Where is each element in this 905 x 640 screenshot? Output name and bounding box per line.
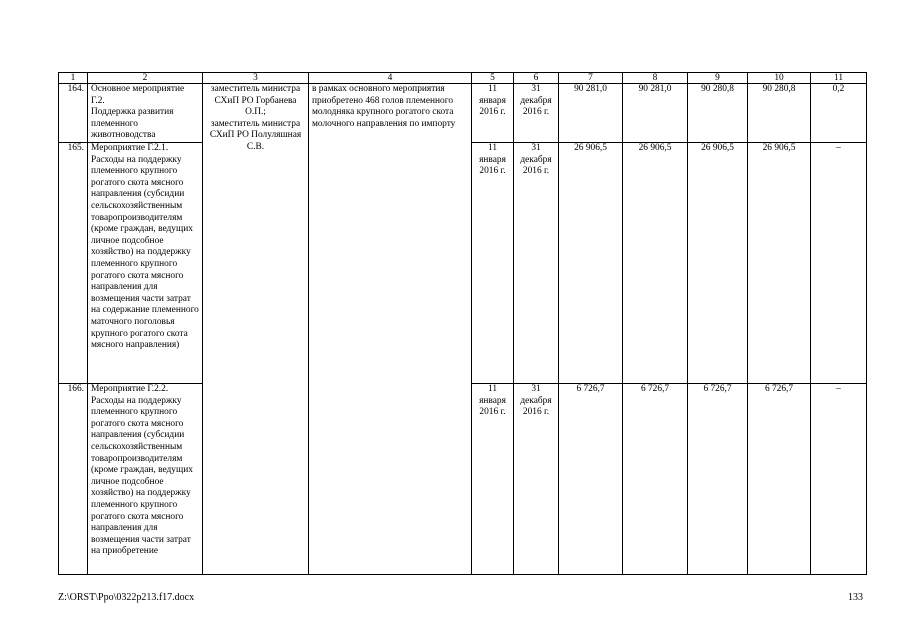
row-number: 166. <box>59 384 88 575</box>
header-cell: 1 <box>59 73 88 84</box>
start-date: 11 января 2016 г. <box>472 84 514 143</box>
measure-name: Мероприятие Г.2.1. Расходы на поддержку племенного крупного рогатого скота мясного направления (субсидии сельскохозяйственным товаропроизводителям (кроме граждан, ведущих личное подсобное хозяйство) на поддержку племенного крупного рогатого скота мясного направления для возмещения части затрат на содержание племенного маточного поголовья крупного рогатого скота мясного направления) <box>88 143 203 384</box>
value-col10: 6 726,7 <box>748 384 811 575</box>
page-number: 133 <box>848 592 863 603</box>
row-number: 165. <box>59 143 88 384</box>
header-cell: 4 <box>309 73 472 84</box>
measure-name: Основное мероприятие Г.2. Поддержка развития племенного животноводства <box>88 84 203 143</box>
value-col11: – <box>811 384 867 575</box>
header-cell: 10 <box>748 73 811 84</box>
end-date: 31 декабря 2016 г. <box>514 143 559 384</box>
value-col9: 6 726,7 <box>688 384 748 575</box>
responsible-executor: заместитель министра СХиП РО Горбанева О.П.; заместитель министра СХиП РО Полуляшная С.В. <box>203 84 309 575</box>
header-cell: 8 <box>623 73 688 84</box>
value-col7: 6 726,7 <box>559 384 623 575</box>
value-col8: 6 726,7 <box>623 384 688 575</box>
value-col11: – <box>811 143 867 384</box>
header-cell: 5 <box>472 73 514 84</box>
header-cell: 7 <box>559 73 623 84</box>
value-col8: 26 906,5 <box>623 143 688 384</box>
header-row <box>59 73 867 84</box>
expected-result: в рамках основного мероприятия приобретено 468 голов племенного молодняка крупного рогатого скота молочного направления по импорту <box>309 84 472 575</box>
value-col9: 26 906,5 <box>688 143 748 384</box>
value-col8: 90 281,0 <box>623 84 688 143</box>
end-date: 31 декабря 2016 г. <box>514 384 559 575</box>
footer-file-path: Z:\ORST\Ppo\0322p213.f17.docx <box>58 592 195 603</box>
start-date: 11 января 2016 г. <box>472 143 514 384</box>
value-col10: 26 906,5 <box>748 143 811 384</box>
value-col10: 90 280,8 <box>748 84 811 143</box>
document-table <box>58 72 867 575</box>
header-cell: 11 <box>811 73 867 84</box>
start-date: 11 января 2016 г. <box>472 384 514 575</box>
header-cell: 2 <box>88 73 203 84</box>
end-date: 31 декабря 2016 г. <box>514 84 559 143</box>
header-cell: 6 <box>514 73 559 84</box>
value-col7: 90 281,0 <box>559 84 623 143</box>
header-cell: 3 <box>203 73 309 84</box>
measure-name: Мероприятие Г.2.2. Расходы на поддержку племенного крупного рогатого скота мясного направления (субсидии сельскохозяйственным товаропроизводителям (кроме граждан, ведущих личное подсобное хозяйство) на поддержку племенного крупного рогатого скота мясного направления для возмещения части затрат на приобретение <box>88 384 203 575</box>
value-col11: 0,2 <box>811 84 867 143</box>
row-number: 164. <box>59 84 88 143</box>
value-col9: 90 280,8 <box>688 84 748 143</box>
value-col7: 26 906,5 <box>559 143 623 384</box>
header-cell: 9 <box>688 73 748 84</box>
table-row <box>59 84 867 143</box>
